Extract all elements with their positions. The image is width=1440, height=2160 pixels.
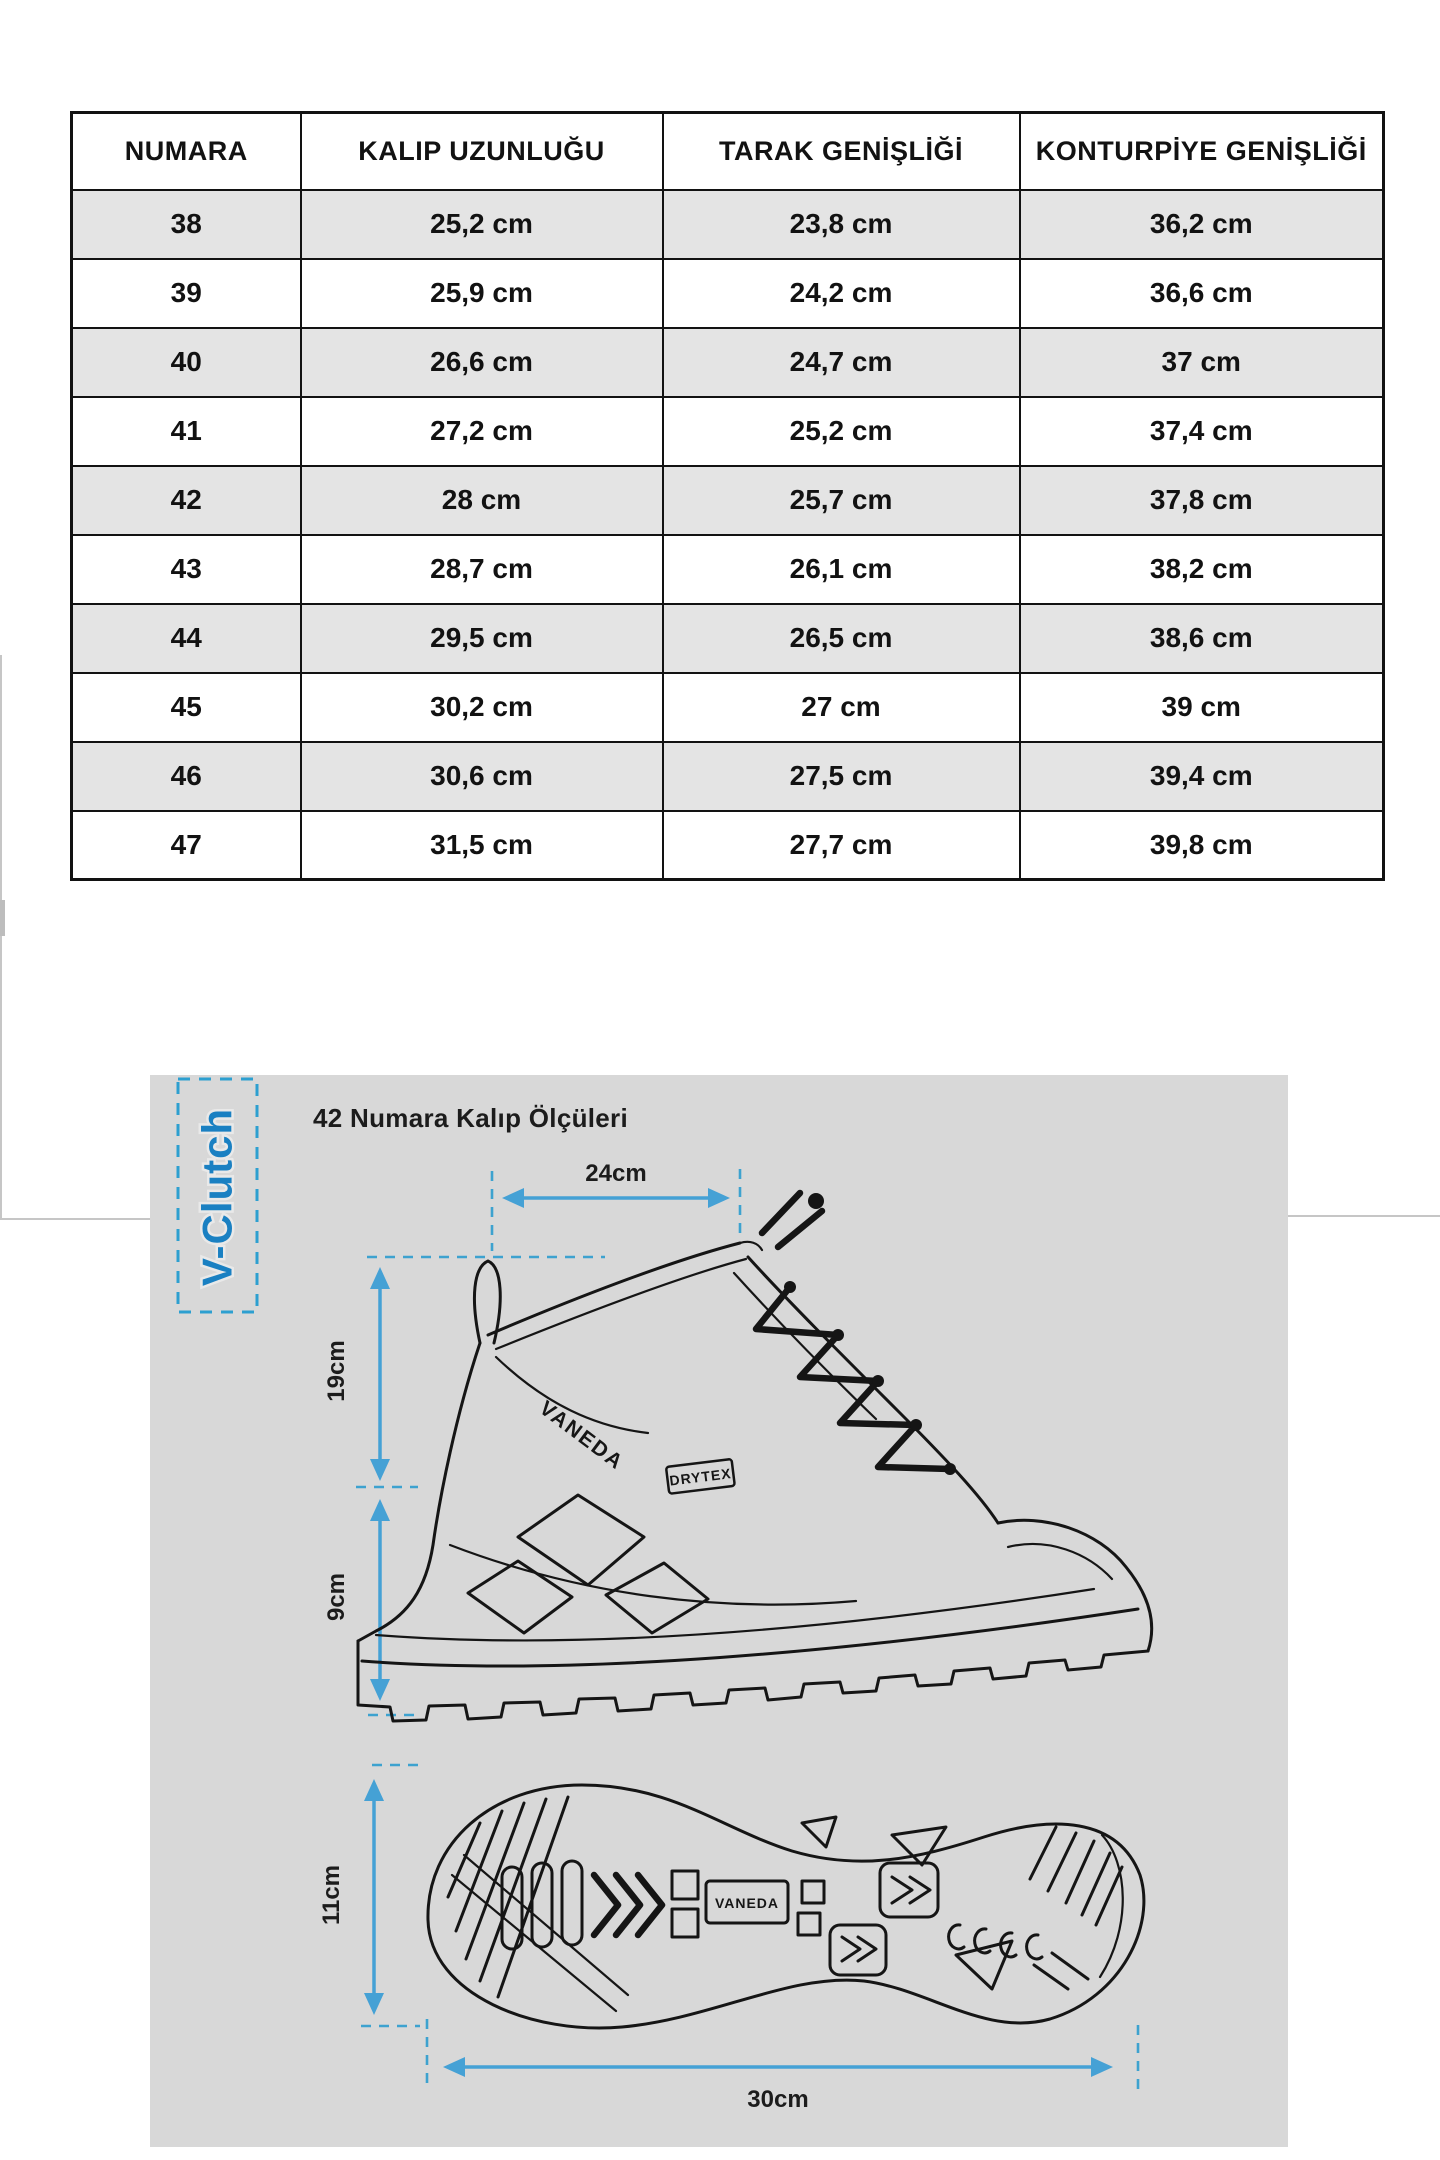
table-row [72, 259, 1384, 328]
dim-30cm [427, 2019, 1138, 2113]
cell-tarak: 23,8 cm [663, 190, 1020, 259]
header-numara: NUMARA [72, 113, 301, 190]
boot-brand-text: VANEDA [534, 1396, 628, 1475]
page-seam-line [0, 655, 2, 1220]
cell-tarak: 26,1 cm [663, 535, 1020, 604]
cell-size: 44 [72, 604, 301, 673]
cell-tarak: 27,7 cm [663, 811, 1020, 880]
size-table [70, 111, 1385, 881]
dim-24cm-label: 24cm [585, 1160, 647, 1187]
cell-tarak: 24,2 cm [663, 259, 1020, 328]
vclutch-label: V-Clutch [193, 1107, 241, 1287]
table-row [72, 742, 1384, 811]
cell-konturpiye: 37,4 cm [1020, 397, 1384, 466]
cell-size: 46 [72, 742, 301, 811]
table-row [72, 328, 1384, 397]
cell-konturpiye: 39 cm [1020, 673, 1384, 742]
cell-konturpiye: 39,4 cm [1020, 742, 1384, 811]
measurement-diagram-svg [150, 1075, 1288, 2147]
dim-19cm [323, 1257, 605, 1487]
cell-size: 39 [72, 259, 301, 328]
cell-kalip: 29,5 cm [301, 604, 663, 673]
cell-kalip: 30,6 cm [301, 742, 663, 811]
boot-drawing [358, 1193, 1152, 1721]
cell-kalip: 25,2 cm [301, 190, 663, 259]
table-row [72, 190, 1384, 259]
cell-tarak: 27 cm [663, 673, 1020, 742]
cell-tarak: 24,7 cm [663, 328, 1020, 397]
cell-kalip: 30,2 cm [301, 673, 663, 742]
cell-size: 45 [72, 673, 301, 742]
table-row [72, 535, 1384, 604]
dim-9cm-label: 9cm [323, 1572, 350, 1622]
sole-brand-label [706, 1881, 788, 1923]
cell-konturpiye: 37 cm [1020, 328, 1384, 397]
page-seam-line [0, 1218, 152, 1220]
cell-konturpiye: 37,8 cm [1020, 466, 1384, 535]
cell-kalip: 28,7 cm [301, 535, 663, 604]
cell-tarak: 27,5 cm [663, 742, 1020, 811]
page-seam-line [1288, 1215, 1440, 1217]
cell-size: 43 [72, 535, 301, 604]
dim-19cm-label: 19cm [323, 1340, 350, 1402]
cell-konturpiye: 39,8 cm [1020, 811, 1384, 880]
cell-size: 40 [72, 328, 301, 397]
cell-size: 47 [72, 811, 301, 880]
diagram-title: 42 Numara Kalıp Ölçüleri [313, 1103, 628, 1133]
cell-size: 41 [72, 397, 301, 466]
header-konturpiye-genisligi: KONTURPİYE GENİŞLİĞİ [1020, 113, 1384, 190]
dim-30cm-label: 30cm [747, 2086, 809, 2113]
measurement-diagram-panel [150, 1075, 1288, 2147]
cell-tarak: 25,7 cm [663, 466, 1020, 535]
table-row [72, 604, 1384, 673]
dim-11cm [318, 1779, 420, 2026]
page-seam-line [0, 900, 5, 936]
cell-kalip: 31,5 cm [301, 811, 663, 880]
table-row [72, 811, 1384, 880]
dim-11cm-label: 11cm [318, 1864, 345, 1926]
cell-konturpiye: 36,2 cm [1020, 190, 1384, 259]
sole-drawing [428, 1785, 1144, 2028]
cell-konturpiye: 36,6 cm [1020, 259, 1384, 328]
cell-tarak: 26,5 cm [663, 604, 1020, 673]
table-row [72, 673, 1384, 742]
header-tarak-genisligi: TARAK GENİŞLİĞİ [663, 113, 1020, 190]
dim-9cm [323, 1499, 418, 1765]
lace-toggle [808, 1193, 824, 1209]
cell-kalip: 26,6 cm [301, 328, 663, 397]
dim-24cm [492, 1160, 740, 1251]
cell-konturpiye: 38,2 cm [1020, 535, 1384, 604]
cell-kalip: 28 cm [301, 466, 663, 535]
cell-kalip: 27,2 cm [301, 397, 663, 466]
header-kalip-uzunlugu: KALIP UZUNLUĞU [301, 113, 663, 190]
cell-size: 42 [72, 466, 301, 535]
boot-membrane-text: DRYTEX [668, 1465, 733, 1489]
cell-kalip: 25,9 cm [301, 259, 663, 328]
cell-tarak: 25,2 cm [663, 397, 1020, 466]
table-header-row [72, 113, 1384, 190]
table-row [72, 466, 1384, 535]
sole-brand-text: VANEDA [714, 1895, 780, 1911]
boot-membrane-label [666, 1459, 735, 1494]
cell-konturpiye: 38,6 cm [1020, 604, 1384, 673]
vclutch-brand-tag [178, 1079, 257, 1312]
cell-size: 38 [72, 190, 301, 259]
table-row [72, 397, 1384, 466]
